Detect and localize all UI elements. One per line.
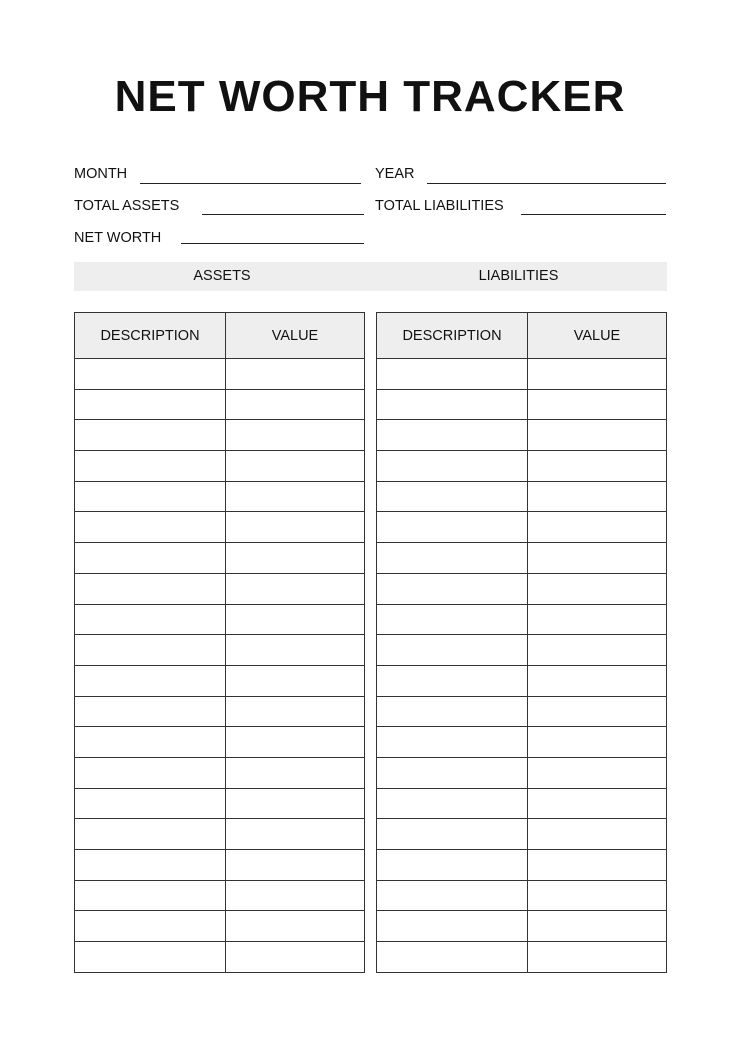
assets-value-cell[interactable] xyxy=(226,911,365,942)
month-field[interactable] xyxy=(140,183,361,184)
liabilities-value-cell[interactable] xyxy=(528,911,667,942)
assets-description-cell[interactable] xyxy=(75,819,226,850)
assets-table-row xyxy=(75,481,365,512)
assets-table-row xyxy=(75,880,365,911)
assets-value-cell[interactable] xyxy=(226,696,365,727)
liabilities-description-cell[interactable] xyxy=(377,727,528,758)
liabilities-value-cell[interactable] xyxy=(528,880,667,911)
liabilities-description-cell[interactable] xyxy=(377,788,528,819)
liabilities-table-row xyxy=(377,911,667,942)
assets-table-row xyxy=(75,451,365,482)
liabilities-table-body xyxy=(377,359,667,973)
liabilities-description-header: DESCRIPTION xyxy=(377,313,528,359)
assets-table-row xyxy=(75,573,365,604)
assets-value-cell[interactable] xyxy=(226,543,365,574)
liabilities-value-cell[interactable] xyxy=(528,696,667,727)
assets-table-row xyxy=(75,757,365,788)
liabilities-table-row xyxy=(377,512,667,543)
assets-description-cell[interactable] xyxy=(75,359,226,390)
month-label: MONTH xyxy=(74,166,128,182)
assets-value-cell[interactable] xyxy=(226,727,365,758)
assets-table-row xyxy=(75,850,365,881)
liabilities-description-cell[interactable] xyxy=(377,389,528,420)
liabilities-table xyxy=(376,312,667,973)
assets-description-header: DESCRIPTION xyxy=(75,313,226,359)
year-field[interactable] xyxy=(427,183,666,184)
liabilities-description-cell[interactable] xyxy=(377,757,528,788)
net-worth-field[interactable] xyxy=(181,243,364,244)
assets-table-row xyxy=(75,359,365,390)
liabilities-description-cell[interactable] xyxy=(377,911,528,942)
assets-value-cell[interactable] xyxy=(226,451,365,482)
assets-value-cell[interactable] xyxy=(226,665,365,696)
liabilities-value-cell[interactable] xyxy=(528,451,667,482)
assets-value-cell[interactable] xyxy=(226,635,365,666)
assets-description-cell[interactable] xyxy=(75,880,226,911)
assets-description-cell[interactable] xyxy=(75,727,226,758)
liabilities-value-cell[interactable] xyxy=(528,788,667,819)
assets-table-row xyxy=(75,942,365,973)
liabilities-table-row xyxy=(377,635,667,666)
liabilities-table-row xyxy=(377,942,667,973)
liabilities-value-cell[interactable] xyxy=(528,942,667,973)
assets-table-row xyxy=(75,635,365,666)
liabilities-value-cell[interactable] xyxy=(528,420,667,451)
liabilities-value-cell[interactable] xyxy=(528,850,667,881)
assets-table-body xyxy=(75,359,365,973)
assets-value-cell[interactable] xyxy=(226,819,365,850)
assets-value-cell[interactable] xyxy=(226,420,365,451)
liabilities-table-row xyxy=(377,880,667,911)
liabilities-value-cell[interactable] xyxy=(528,604,667,635)
liabilities-description-cell[interactable] xyxy=(377,420,528,451)
assets-value-cell[interactable] xyxy=(226,880,365,911)
liabilities-table-row xyxy=(377,819,667,850)
total-assets-label: TOTAL ASSETS xyxy=(74,198,180,214)
liabilities-description-cell[interactable] xyxy=(377,942,528,973)
assets-table-row xyxy=(75,696,365,727)
liabilities-table-header-row xyxy=(377,313,667,359)
assets-table xyxy=(74,312,365,973)
liabilities-value-cell[interactable] xyxy=(528,727,667,758)
year-label: YEAR xyxy=(375,166,415,182)
liabilities-table-row xyxy=(377,727,667,758)
assets-description-cell[interactable] xyxy=(75,788,226,819)
liabilities-value-cell[interactable] xyxy=(528,359,667,390)
assets-description-cell[interactable] xyxy=(75,512,226,543)
liabilities-description-cell[interactable] xyxy=(377,696,528,727)
assets-description-cell[interactable] xyxy=(75,481,226,512)
assets-description-cell[interactable] xyxy=(75,451,226,482)
liabilities-value-cell[interactable] xyxy=(528,573,667,604)
liabilities-value-header: VALUE xyxy=(528,313,667,359)
assets-description-cell[interactable] xyxy=(75,942,226,973)
assets-section-title: ASSETS xyxy=(193,268,251,284)
assets-description-cell[interactable] xyxy=(75,389,226,420)
assets-table-header-row xyxy=(75,313,365,359)
liabilities-value-cell[interactable] xyxy=(528,819,667,850)
net-worth-label: NET WORTH xyxy=(74,230,162,246)
liabilities-description-cell[interactable] xyxy=(377,880,528,911)
liabilities-table-row xyxy=(377,696,667,727)
page-title: NET WORTH TRACKER xyxy=(114,72,626,121)
assets-value-cell[interactable] xyxy=(226,942,365,973)
liabilities-description-cell[interactable] xyxy=(377,635,528,666)
liabilities-description-cell[interactable] xyxy=(377,543,528,574)
liabilities-description-cell[interactable] xyxy=(377,604,528,635)
liabilities-value-cell[interactable] xyxy=(528,543,667,574)
liabilities-value-cell[interactable] xyxy=(528,481,667,512)
assets-table-row xyxy=(75,727,365,758)
assets-value-header: VALUE xyxy=(226,313,365,359)
assets-value-cell[interactable] xyxy=(226,788,365,819)
liabilities-table-row xyxy=(377,420,667,451)
liabilities-description-cell[interactable] xyxy=(377,573,528,604)
assets-description-cell[interactable] xyxy=(75,757,226,788)
assets-table-row xyxy=(75,911,365,942)
total-liabilities-field[interactable] xyxy=(521,214,666,215)
liabilities-table-row xyxy=(377,665,667,696)
assets-table-row xyxy=(75,819,365,850)
total-liabilities-label: TOTAL LIABILITIES xyxy=(375,198,504,214)
assets-description-cell[interactable] xyxy=(75,696,226,727)
liabilities-description-cell[interactable] xyxy=(377,512,528,543)
assets-value-cell[interactable] xyxy=(226,389,365,420)
liabilities-description-cell[interactable] xyxy=(377,819,528,850)
assets-value-cell[interactable] xyxy=(226,512,365,543)
assets-value-cell[interactable] xyxy=(226,573,365,604)
assets-table-row xyxy=(75,543,365,574)
assets-value-cell[interactable] xyxy=(226,757,365,788)
liabilities-description-cell[interactable] xyxy=(377,850,528,881)
assets-description-cell[interactable] xyxy=(75,911,226,942)
liabilities-value-cell[interactable] xyxy=(528,635,667,666)
liabilities-value-cell[interactable] xyxy=(528,757,667,788)
assets-value-cell[interactable] xyxy=(226,850,365,881)
assets-table-row xyxy=(75,389,365,420)
assets-table-row xyxy=(75,604,365,635)
assets-description-cell[interactable] xyxy=(75,635,226,666)
liabilities-table-row xyxy=(377,757,667,788)
liabilities-table-row xyxy=(377,481,667,512)
liabilities-table-row xyxy=(377,850,667,881)
liabilities-table-row xyxy=(377,604,667,635)
assets-description-cell[interactable] xyxy=(75,420,226,451)
assets-value-cell[interactable] xyxy=(226,604,365,635)
assets-table-row xyxy=(75,420,365,451)
liabilities-value-cell[interactable] xyxy=(528,665,667,696)
assets-value-cell[interactable] xyxy=(226,359,365,390)
assets-table-row xyxy=(75,665,365,696)
assets-description-cell[interactable] xyxy=(75,665,226,696)
assets-value-cell[interactable] xyxy=(226,481,365,512)
assets-description-cell[interactable] xyxy=(75,543,226,574)
liabilities-description-cell[interactable] xyxy=(377,481,528,512)
liabilities-table-row xyxy=(377,389,667,420)
assets-description-cell[interactable] xyxy=(75,573,226,604)
liabilities-value-cell[interactable] xyxy=(528,512,667,543)
liabilities-table-row xyxy=(377,543,667,574)
liabilities-description-cell[interactable] xyxy=(377,451,528,482)
liabilities-description-cell[interactable] xyxy=(377,359,528,390)
liabilities-table-row xyxy=(377,573,667,604)
liabilities-table-row xyxy=(377,788,667,819)
liabilities-value-cell[interactable] xyxy=(528,389,667,420)
assets-description-cell[interactable] xyxy=(75,850,226,881)
liabilities-section-title: LIABILITIES xyxy=(478,268,559,284)
liabilities-description-cell[interactable] xyxy=(377,665,528,696)
assets-table-row xyxy=(75,512,365,543)
total-assets-field[interactable] xyxy=(202,214,364,215)
liabilities-table-row xyxy=(377,359,667,390)
assets-description-cell[interactable] xyxy=(75,604,226,635)
assets-table-row xyxy=(75,788,365,819)
liabilities-table-row xyxy=(377,451,667,482)
